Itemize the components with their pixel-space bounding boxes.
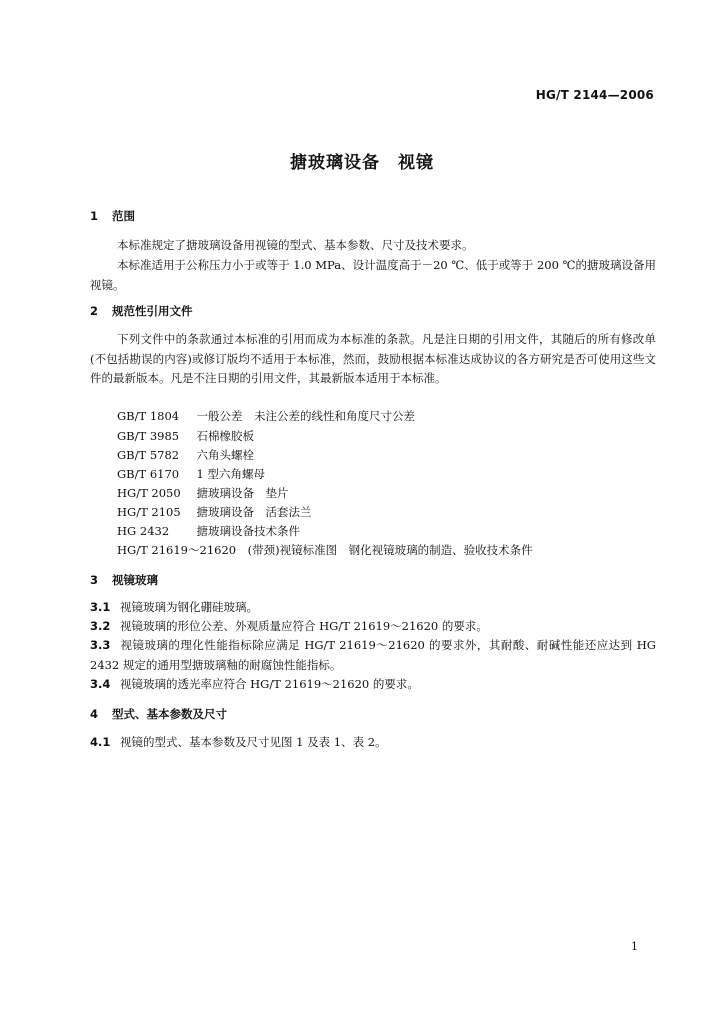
clause-text: 视镜玻璃为钢化硼硅玻璃。: [120, 600, 258, 614]
reference-code: HG/T 21619～21620: [117, 543, 237, 557]
section-title: 型式、基本参数及尺寸: [112, 707, 227, 721]
clause-text: 视镜玻璃的理化性能指标除应满足 HG/T 21619～21620 的要求外，其耐酸、耐碱性能还应达到 HG 2432 规定的通用型搪玻璃釉的耐腐蚀性能指标。: [90, 638, 656, 672]
reference-item: [117, 485, 289, 501]
clause-number: 3.1: [90, 600, 111, 614]
section-title: 范围: [112, 209, 135, 223]
reference-title: 一般公差 未注公差的线性和角度尺寸公差: [196, 409, 415, 423]
reference-title: 1 型六角螺母: [196, 467, 265, 481]
clause-3-3: [90, 636, 656, 675]
section-4-heading: [90, 706, 227, 722]
clause-3-2: [90, 617, 656, 637]
reference-item: [117, 542, 533, 558]
section-number: 2: [90, 304, 99, 318]
reference-code: GB/T 6170: [117, 467, 180, 481]
clause-number: 3.4: [90, 677, 111, 691]
reference-title: 六角头螺栓: [196, 448, 254, 462]
reference-title: (带颈)视镜标准图 钢化视镜玻璃的制造、验收技术条件: [247, 543, 533, 557]
clause-number: 4.1: [90, 735, 111, 749]
reference-code: GB/T 5782: [117, 448, 180, 462]
reference-item: [117, 447, 254, 463]
section-number: 4: [90, 707, 99, 721]
section-title: 视镜玻璃: [112, 573, 158, 587]
clause-3-4: [90, 675, 656, 695]
section-1-paragraph-2: 本标准适用于公称压力小于或等于 1.0 MPa、设计温度高于－20 ℃、低于或等于 200 ℃的搪玻璃设备用视镜。: [90, 258, 656, 292]
page-number: 1: [631, 940, 638, 953]
reference-item: [117, 408, 415, 424]
clause-3-1: [90, 598, 656, 618]
clause-number: 3.3: [90, 638, 111, 652]
clause-text: 视镜玻璃的透光率应符合 HG/T 21619～21620 的要求。: [120, 677, 419, 691]
reference-code: HG/T 2050: [117, 486, 181, 500]
reference-code: GB/T 1804: [117, 409, 180, 423]
clause-text: 视镜的型式、基本参数及尺寸见图 1 及表 1、表 2。: [120, 735, 387, 749]
section-1-heading: [90, 208, 135, 224]
reference-code: GB/T 3985: [117, 429, 180, 443]
clause-text: 视镜玻璃的形位公差、外观质量应符合 HG/T 21619～21620 的要求。: [120, 619, 488, 633]
reference-item: [117, 428, 254, 444]
reference-title: 搪玻璃设备技术条件: [196, 524, 300, 538]
section-2-paragraph: 下列文件中的条款通过本标准的引用而成为本标准的条款。凡是注日期的引用文件，其随后的所有修改单(不包括勘误的内容)或修订版均不适用于本标准，然而，鼓励根据本标准达成协议的各方研究是否可使用这些文件的最新版本。凡是不注日期的引用文件，其最新版本适用于本标准。: [90, 332, 656, 385]
reference-title: 石棉橡胶板: [196, 429, 254, 443]
reference-code: HG/T 2105: [117, 505, 181, 519]
reference-title: 搪玻璃设备 活套法兰: [196, 505, 312, 519]
section-number: 3: [90, 573, 99, 587]
document-title: 搪玻璃设备 视镜: [290, 153, 434, 173]
section-1-paragraph-1: 本标准规定了搪玻璃设备用视镜的型式、基本参数、尺寸及技术要求。: [117, 238, 474, 252]
section-title: 规范性引用文件: [112, 304, 193, 318]
clause-4-1: [90, 733, 656, 753]
reference-item: [117, 523, 300, 539]
section-2-heading: [90, 303, 193, 319]
reference-item: [117, 466, 265, 482]
reference-code: HG 2432: [117, 524, 170, 538]
reference-item: [117, 504, 312, 520]
clause-number: 3.2: [90, 619, 111, 633]
standard-number: HG/T 2144—2006: [535, 88, 654, 102]
section-number: 1: [90, 209, 99, 223]
reference-title: 搪玻璃设备 垫片: [196, 486, 289, 500]
section-3-heading: [90, 572, 158, 588]
